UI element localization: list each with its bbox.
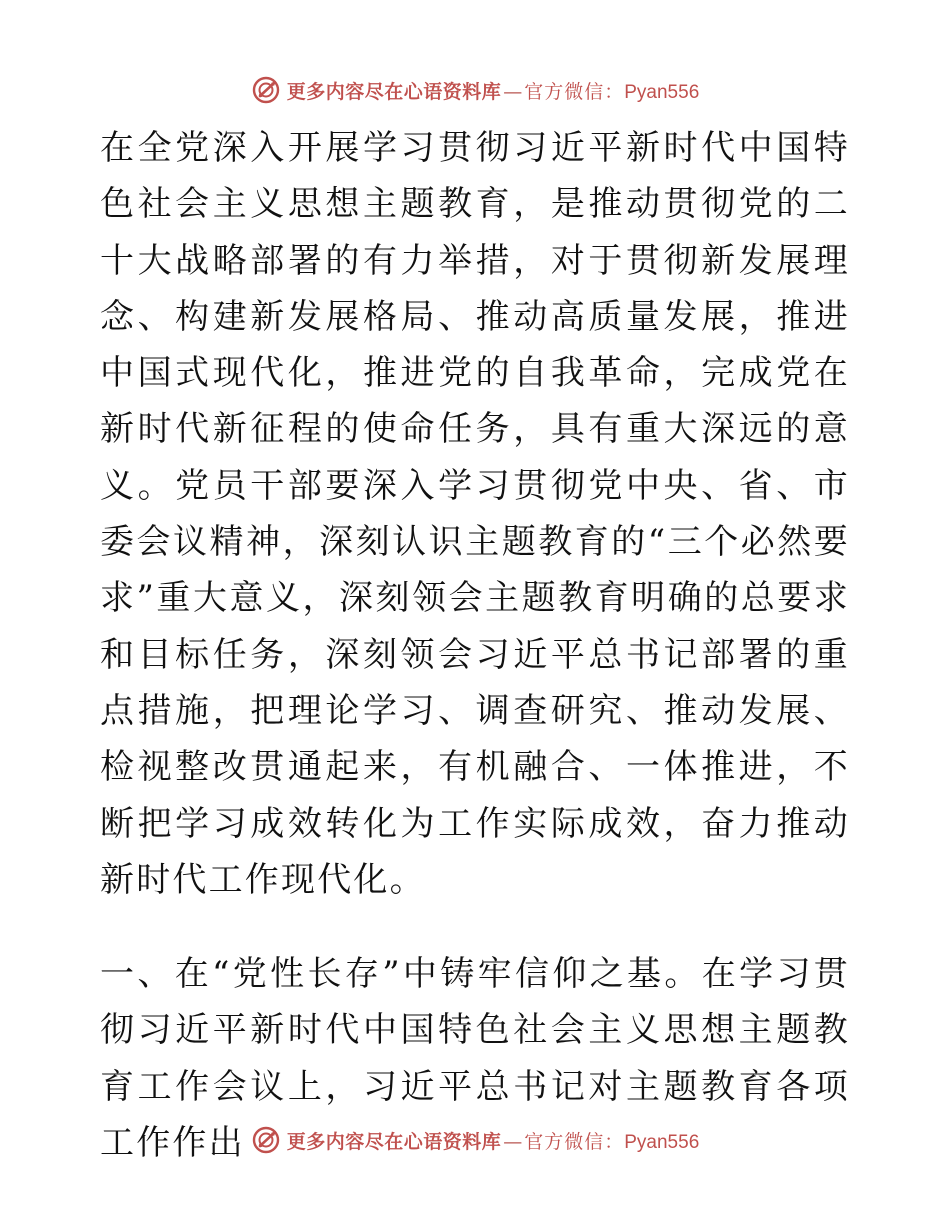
watermark-sub-text: 官方微信：	[524, 80, 625, 103]
watermark-text	[287, 1127, 700, 1154]
footer-watermark	[0, 1122, 950, 1158]
watermark-sub-text: 官方微信：	[524, 1130, 625, 1153]
watermark-wechat-id: Pyan556	[624, 1131, 700, 1153]
paragraph-section-one: 一、在“党性长存”中铸牢信仰之基。在学习贯彻习近平新时代中国特色社会主义思想主题教育工作会议上，习近平总书记对主题教育各项工作作出	[100, 954, 850, 1164]
watermark-wechat-id: Pyan556	[624, 81, 700, 103]
red-logo-icon	[251, 75, 281, 105]
header-watermark	[0, 72, 950, 108]
document-body	[100, 120, 850, 1171]
watermark-separator: —	[503, 80, 523, 103]
watermark-main-text: 更多内容尽在心语资料库	[286, 80, 502, 103]
watermark-separator: —	[503, 1130, 523, 1153]
paragraph-intro: 在全党深入开展学习贯彻习近平新时代中国特色社会主义思想主题教育，是推动贯彻党的二十大战略部署的有力举措，对于贯彻新发展理念、构建新发展格局、推动高质量发展，推进中国式现代化，推进党的自我革命，完成党在新时代新征程的使命任务，具有重大深远的意义。党员干部要深入学习贯彻党中央、省、市委会议精神，深刻认识主题教育的“三个必然要求”重大意义，深刻领会主题教育明确的总要求和目标任务，深刻领会习近平总书记部署的重点措施，把理论学习、调查研究、推动发展、检视整改贯通起来，有机融合、一体推进，不断把学习成效转化为工作实际成效，奋力推动新时代工作现代化。	[100, 128, 850, 900]
red-logo-icon	[251, 1125, 281, 1155]
watermark-text	[287, 77, 700, 104]
watermark-main-text: 更多内容尽在心语资料库	[286, 1130, 502, 1153]
